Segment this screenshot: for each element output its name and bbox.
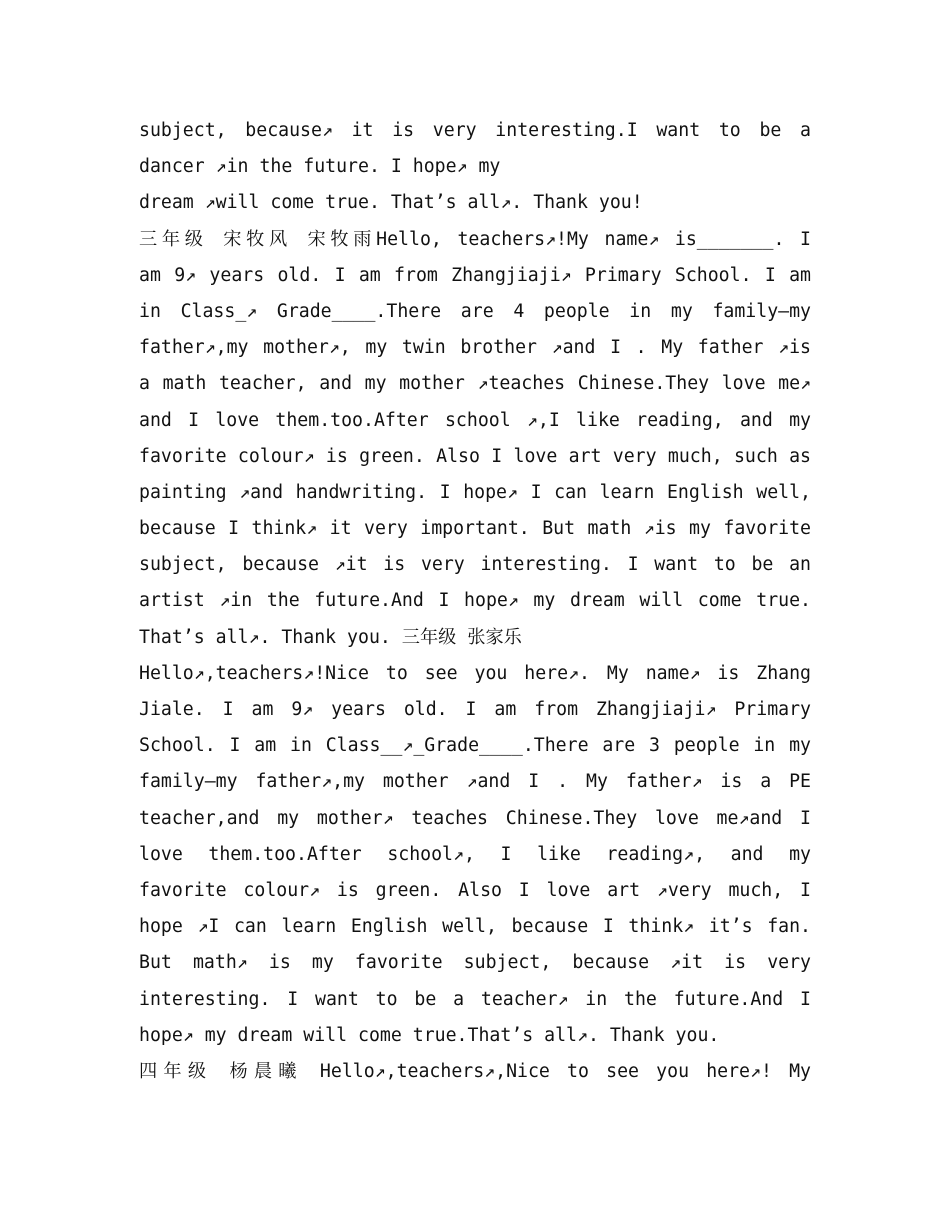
text-line: subject, because ↗it is very interesting. I want to be an: [139, 554, 811, 576]
text-line: favorite colour↗ is green. Also I love art ↗very much, I: [139, 879, 811, 901]
essay-text-block: [139, 113, 811, 1090]
text-line: dancer ↗in the future. I hope↗ my: [139, 156, 501, 178]
text-line: father↗,my mother↗, my twin brother ↗and I . My father ↗is: [139, 337, 811, 359]
text-line: love them.too.After school↗, I like reading↗, and my: [139, 843, 811, 865]
text-line: 四年级 杨晨曦 Hello↗,teachers↗,Nice to see you here↗! My: [139, 1060, 811, 1082]
text-line: painting ↗and handwriting. I hope↗ I can learn English well,: [139, 481, 811, 503]
text-line: subject, because↗ it is very interesting.I want to be a: [139, 120, 811, 141]
text-line: But math↗ is my favorite subject, because ↗it is very: [139, 952, 811, 974]
text-line: and I love them.too.After school ↗,I like reading, and my: [139, 409, 811, 431]
text-line: interesting. I want to be a teacher↗ in the future.And I: [139, 988, 811, 1010]
text-line: hope↗ my dream will come true.That’s all↗. Thank you.: [139, 1024, 720, 1046]
text-line: teacher,and my mother↗ teaches Chinese.They love me↗and I: [139, 807, 811, 829]
text-line: Hello↗,teachers↗!Nice to see you here↗. My name↗ is Zhang: [139, 662, 811, 684]
text-line: in Class_↗ Grade____.There are 4 people in my family—my: [139, 300, 811, 322]
text-line: a math teacher, and my mother ↗teaches Chinese.They love me↗: [139, 373, 811, 395]
text-line: family—my father↗,my mother ↗and I . My father↗ is a PE: [139, 771, 811, 793]
text-line: hope ↗I can learn English well, because I think↗ it’s fan.: [139, 916, 811, 938]
text-line: favorite colour↗ is green. Also I love art very much, such as: [139, 445, 811, 467]
text-line: am 9↗ years old. I am from Zhangjiaji↗ Primary School. I am: [139, 264, 811, 286]
text-line: Jiale. I am 9↗ years old. I am from Zhangjiaji↗ Primary: [139, 699, 811, 720]
text-line: 三年级 宋牧风 宋牧雨Hello, teachers↗!My name↗ is_______. I: [139, 228, 811, 250]
text-line: School. I am in Class__↗_Grade____.There are 3 people in my: [139, 735, 811, 757]
text-line: artist ↗in the future.And I hope↗ my dream will come true.: [139, 590, 811, 612]
text-line: because I think↗ it very important. But math ↗is my favorite: [139, 518, 811, 540]
text-line: dream ↗will come true. That’s all↗. Thank you!: [139, 192, 643, 214]
text-line: That’s all↗. Thank you. 三年级 张家乐: [139, 626, 522, 648]
